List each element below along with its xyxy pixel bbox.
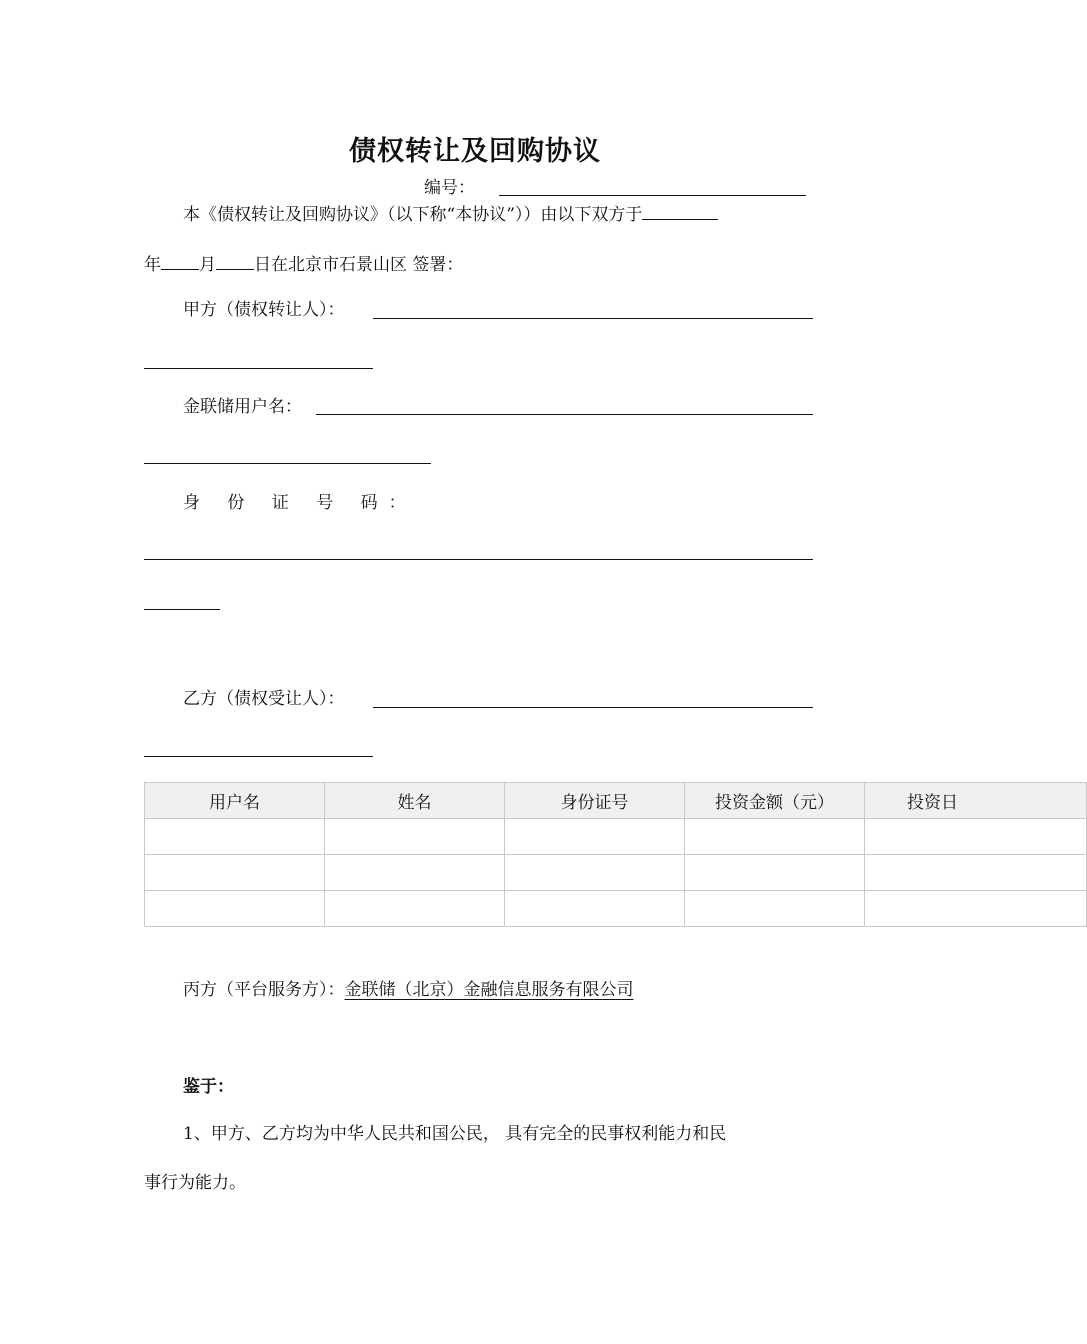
table-cell[interactable] [325, 855, 505, 891]
date-blank-month[interactable] [216, 251, 254, 270]
clause-1-line-2: 事行为能力。 [144, 1173, 246, 1193]
party-c-line [183, 978, 634, 1002]
investor-table [144, 782, 958, 928]
table-cell[interactable] [685, 819, 865, 855]
header-id-number: 身份证号 [505, 783, 685, 819]
table-cell[interactable] [685, 855, 865, 891]
date-blank-year[interactable] [161, 251, 199, 270]
party-a-label: 甲方（债权转让人）： [183, 300, 345, 320]
intro-part1: 本《债权转让及回购协议》（以下称“本协议”））由以下双方于 [183, 205, 643, 225]
header-amount: 投资金额（元） [685, 783, 865, 819]
table-cell[interactable] [865, 819, 1087, 855]
id-blank-cont[interactable] [144, 609, 220, 610]
party-a-blank[interactable] [373, 318, 813, 319]
table-row [145, 891, 1087, 927]
number-label: 编号： [424, 178, 475, 198]
date-blank-lead[interactable] [642, 201, 718, 220]
party-b-blank[interactable] [373, 707, 813, 708]
intro-text [183, 201, 718, 227]
table-cell[interactable] [145, 891, 325, 927]
table-cell[interactable] [145, 819, 325, 855]
id-blank[interactable] [144, 559, 813, 560]
table-cell[interactable] [325, 819, 505, 855]
clause-1-line-1: 1、甲方、乙方均为中华人民共和国公民， 具有完全的民事权利能力和民 [183, 1124, 727, 1144]
table-cell[interactable] [505, 855, 685, 891]
investor-table-grid [144, 782, 1087, 927]
table-cell[interactable] [865, 891, 1087, 927]
table-row [145, 819, 1087, 855]
party-b-blank-cont[interactable] [144, 756, 373, 757]
table-row [145, 855, 1087, 891]
date-month: 月 [199, 255, 216, 275]
table-cell[interactable] [145, 855, 325, 891]
table-cell[interactable] [685, 891, 865, 927]
party-b-label: 乙方（债权受让人）： [183, 689, 345, 709]
party-a-blank-cont[interactable] [144, 368, 373, 369]
date-year: 年 [144, 255, 161, 275]
table-cell[interactable] [865, 855, 1087, 891]
table-cell[interactable] [505, 819, 685, 855]
party-c-label: 丙方（平台服务方）： [183, 980, 345, 1000]
table-cell[interactable] [325, 891, 505, 927]
header-username: 用户名 [145, 783, 325, 819]
number-blank[interactable] [499, 195, 806, 196]
document-title: 债权转让及回购协议 [349, 136, 601, 167]
username-blank-cont[interactable] [144, 463, 431, 464]
table-cell[interactable] [505, 891, 685, 927]
header-date: 投资日 [865, 783, 1087, 819]
date-line [144, 251, 463, 277]
header-name: 姓名 [325, 783, 505, 819]
username-blank[interactable] [316, 414, 813, 415]
username-label: 金联储用户名： [183, 397, 302, 417]
whereas-heading: 鉴于： [183, 1077, 234, 1097]
party-c-name: 金联储（北京）金融信息服务有限公司 [344, 980, 634, 1000]
table-header-row [145, 783, 1087, 819]
id-label: 身 份 证 号 码： [183, 493, 417, 513]
date-rest: 日在北京市石景山区 签署： [254, 255, 464, 275]
